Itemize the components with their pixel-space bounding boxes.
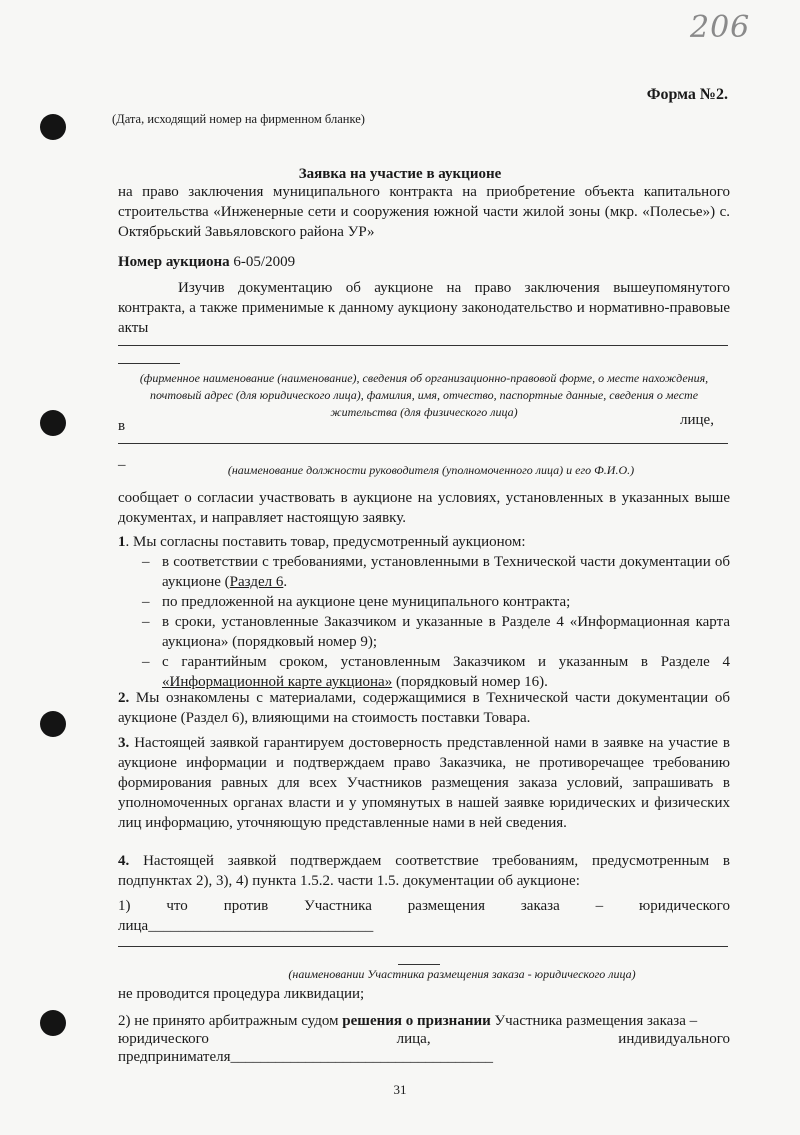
item-2-row: юридического лица, индивидуального (118, 1031, 730, 1047)
section-4: 4. Настоящей заявкой подтверждаем соответствие требованиям, предусмотренным в подпунктах 2), 3), 4) пункта 1.5.2. части 1.5. документации об аукционе: (118, 853, 730, 889)
section-4-number: 4. (118, 853, 130, 869)
item-2-line: предпринимателя___________________________________ (118, 1049, 493, 1065)
intro-paragraph: Изучив документацию об аукционе на право заключения вышеупомянутого контракта, а также применимые к данному аукциону законодательство и нормативно-правовые акты (118, 280, 730, 336)
page-number: 31 (393, 1082, 407, 1097)
section-6-link[interactable]: Раздел 6 (229, 574, 284, 590)
section-2-number: 2. (118, 690, 130, 706)
list-item: – в соответствии с требованиями, установленными в Технической части документации об аукционе (Раздел 6. (132, 552, 730, 592)
agrees-paragraph: сообщает о согласии участвовать в аукционе на условиях, установленных в указанных выше документах, и направляет настоящую заявку. (118, 490, 730, 526)
list-item: – с гарантийным сроком, установленным Заказчиком и указанным в Разделе 4 «Информационной карте аукциона» (порядковый номер 16). (132, 652, 730, 692)
applicant-note: (фирменное наименование (наименование), сведения об организационно-правовой форме, о месте нахождения, почтовый адрес (для юридического лица), фамилия, имя, отчество, паспортные данные, сведения о месте жительства (для физического лица) (139, 371, 709, 419)
item-1-row: 1) что против Участника размещения заказа – юридического (118, 898, 730, 914)
section-1-number: 1 (118, 534, 126, 550)
fill-line (398, 964, 440, 965)
list-item: – по предложенной на аукционе цене муниципального контракта; (132, 592, 730, 612)
dash-mark: – (118, 457, 126, 473)
fill-line (118, 345, 728, 346)
fill-line (118, 363, 180, 364)
section-3-number: 3. (118, 735, 130, 751)
item-2-bold: решения о признании (342, 1013, 491, 1029)
section-2: 2. Мы ознакомлены с материалами, содержащимися в Технической части документации об аукционе (Раздел 6), влияющими на стоимость поставки Товара. (118, 690, 730, 726)
section-1-lead: 1. Мы согласны поставить товар, предусмотренный аукционом: (118, 534, 526, 550)
item-2: 2) не принято арбитражным судом решения о признании Участника размещения заказа – (118, 1013, 698, 1029)
punch-hole (40, 410, 66, 436)
fill-line (118, 443, 728, 444)
no-liquidation: не проводится процедура ликвидации; (118, 986, 365, 1002)
auction-number-label: Номер аукциона (118, 254, 230, 270)
auction-number-value: 6-05/2009 (233, 254, 296, 270)
document-subtitle: на право заключения муниципального контракта на приобретение объекта капитального строительства «Инженерные сети и сооружения южной части жилой зоны (мкр. «Полесье») с. Октябрьский Завьяловского района УР» (118, 184, 730, 240)
section-1-list (132, 552, 730, 692)
list-item: – в сроки, установленные Заказчиком и указанные в Разделе 4 «Информационная карта аукциона» (порядковый номер 9); (132, 612, 730, 652)
document-title: Заявка на участие в аукционе (298, 166, 502, 182)
legal-entity-note: (наименовании Участника размещения заказа - юридического лица) (288, 967, 636, 981)
handwritten-page-number: 206 (690, 10, 751, 45)
punch-hole (40, 711, 66, 737)
date-note: (Дата, исходящий номер на фирменном бланке) (112, 112, 365, 126)
manager-note: (наименование должности руководителя (уполномоченного лица) и его Ф.И.О.) (227, 463, 635, 477)
form-label: Форма №2. (646, 86, 728, 103)
in-label: в (118, 418, 126, 434)
section-3: 3. Настоящей заявкой гарантируем достоверность представленной нами в заявке на участие в аукционе информации и подтверждаем право Заказчика, не противоречащее требованию формирования равных для всех Участников размещения заказа условий, запрашивать в уполномоченных органах власти и у упомянутых в нашей заявке юридических и физических лиц информацию, уточняющую представленные нами в ней сведения. (118, 735, 730, 831)
auction-number (118, 252, 295, 272)
punch-hole (40, 114, 66, 140)
person-label: лице, (680, 412, 714, 428)
fill-line (118, 946, 728, 947)
item-1-line: лица______________________________ (118, 918, 374, 934)
info-card-link[interactable]: «Информационной карте аукциона» (162, 674, 393, 690)
section-1 (118, 532, 730, 692)
punch-hole (40, 1010, 66, 1036)
